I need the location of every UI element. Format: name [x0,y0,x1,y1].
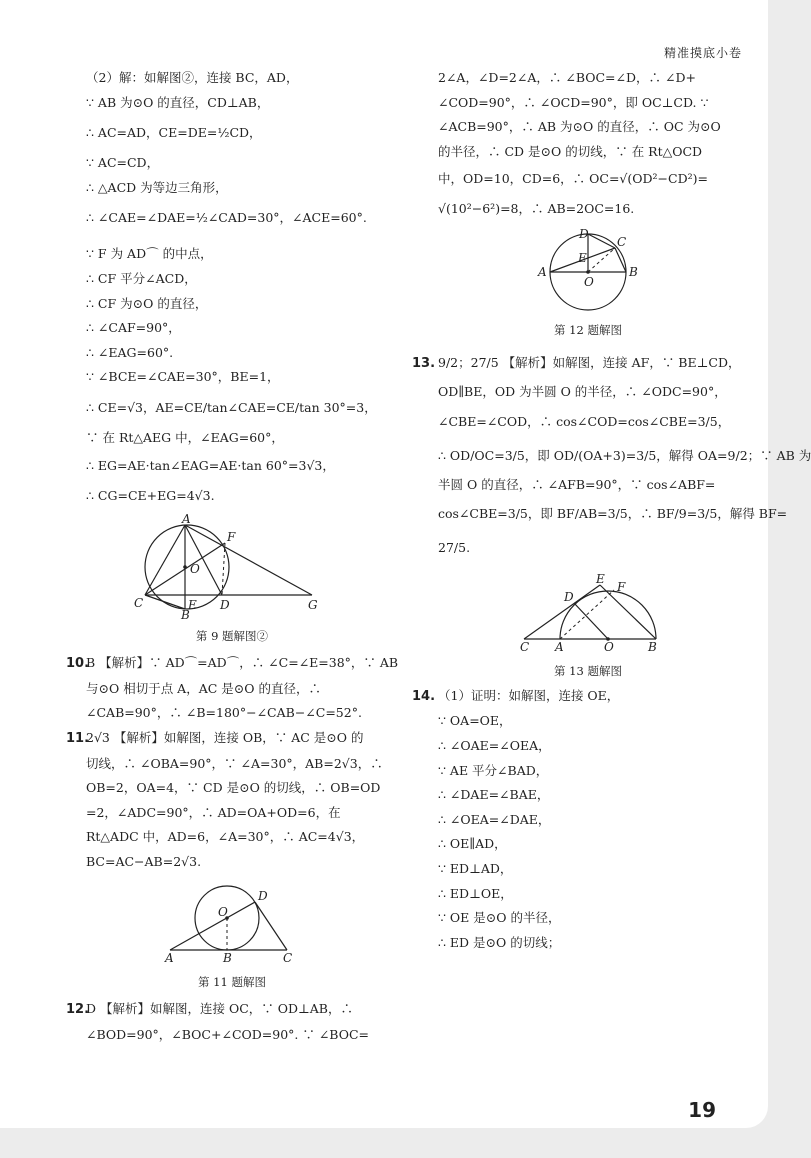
q12-continued [438,66,738,224]
figure-q11-diagram [162,882,302,964]
q9-solution [86,66,378,511]
text-line: （1）证明：如解图，连接 OE， [438,687,620,703]
text-line: D 【解析】如解图，连接 OC，∵ OD⊥AB，∴ [86,1001,353,1017]
q10-solution [66,651,399,726]
fig12-label: E [578,251,587,266]
text-line: 切线，∴ ∠OBA=90°，∵ ∠A=30°，AB=2√3，∴ [86,755,383,771]
text-line: 的半径，∴ CD 是⊙O 的切线，∵ 在 Rt△OCD [438,143,703,159]
right-column [412,66,811,955]
figure-q13 [438,572,738,680]
text-line: OB=2，OA=4，∵ CD 是⊙O 的切线，∴ OB=OD [86,780,381,796]
figure-caption: 第 11 题解图 [198,975,266,990]
text-line: ∴ OD/OC=3/5，即 OD/(OA+3)=3/5，解得 OA=9/2；∵ AB 为 [438,447,811,463]
text-line: ∵ OE 是⊙O 的半径， [438,910,561,926]
fig13-label: A [555,640,564,655]
q13-solution [412,347,811,565]
text-line: 半圆 O 的直径，∴ ∠AFB=90°，∵ cos∠ABF= [438,476,716,492]
q14-solution [412,684,738,956]
figure-q13-diagram [518,572,658,655]
figure-caption: 第 13 题解图 [554,663,622,678]
text-line: 27/5. [438,540,471,556]
text-line: ∵ ED⊥AD， [438,860,513,876]
fig9-label: F [227,529,236,544]
text-line: ∴ ED 是⊙O 的切线； [438,934,561,950]
text-line: ∴ △ACD 为等边三角形， [86,179,228,195]
figure-q9-diagram [132,511,332,622]
text-line: ∵ ∠BCE=∠CAE=30°，BE=1， [86,369,280,385]
fig12-label: D [579,227,589,242]
question-number: 10. [66,656,90,672]
text-line: ∴ ∠CAF=90°， [86,320,181,336]
text-line: ∴ CE=√3，AE=CE/tan∠CAE=CE/tan 30°=3， [86,399,377,415]
fig12-label: O [584,275,594,290]
figure-q9 [86,511,378,646]
figure-caption: 第 12 题解图 [554,322,622,337]
fig13-label: O [604,640,614,655]
text-line: 9/2；27/5 【解析】如解图，连接 AF，∵ BE⊥CD， [438,354,741,370]
text-line: ∵ AC=CD， [86,155,160,171]
text-line: ∵ AB 为⊙O 的直径，CD⊥AB， [86,94,270,110]
fig11-label: C [283,951,293,966]
fig9-label: B [181,607,190,622]
text-line: √(10²−6²)=8，∴ AB=2OC=16. [438,201,635,217]
fig9-label: A [182,511,191,526]
text-line: BC=AC−AB=2√3. [86,853,202,869]
fig9-label: C [134,595,144,610]
fig9-label: O [190,561,200,576]
fig11-label: A [165,951,174,966]
text-line: ∴ ED⊥OE， [438,885,513,901]
text-line: ∴ EG=AE·tan∠EAG=AE·tan 60°=3√3， [86,457,335,473]
fig12-label: B [629,265,638,280]
text-line: ∴ ∠CAE=∠DAE=½∠CAD=30°，∠ACE=60°. [86,210,367,226]
text-line: ∴ ∠EAG=60°. [86,344,174,360]
fig11-label: D [258,889,268,904]
text-line: ∵ AE 平分∠BAD， [438,762,549,778]
text-line: ∵ 在 Rt△AEG 中，∠EAG=60°， [86,429,284,445]
q11-solution [66,726,383,875]
fig11-label: O [218,905,228,920]
fig11-label: B [223,951,232,966]
text-line: ∴ CG=CE+EG=4√3. [86,487,215,503]
figure-caption: 第 9 题解图② [195,629,269,644]
text-line: B 【解析】∵ AD⌒=AD⌒，∴ ∠C=∠E=38°，∵ AB [86,655,399,671]
text-line: ∠BOD=90°，∠BOC+∠COD=90°. ∵ ∠BOC= [86,1026,370,1042]
text-line: cos∠CBE=3/5，即 BF/AB=3/5，∴ BF/9=3/5，解得 BF= [438,506,788,522]
fig12-label: A [538,265,547,280]
text-line: ∵ F 为 AD⌒ 的中点， [86,246,213,262]
text-line: ∴ ∠DAE=∠BAE， [438,787,550,803]
fig12-label: C [617,235,627,250]
page-number: 19 [688,1098,716,1122]
figure-q11 [86,882,378,991]
question-number: 11. [66,730,90,746]
fig13-label: D [564,590,574,605]
q12-solution [66,997,378,1047]
text-line: ∴ ∠OAE=∠OEA， [438,737,551,753]
fig13-label: F [617,580,626,595]
text-line: ∴ CF 为⊙O 的直径， [86,295,208,311]
fig13-label: E [596,572,605,587]
page-header: 精准摸底小卷 [663,46,742,60]
text-line: 2∠A，∠D=2∠A，∴ ∠BOC=∠D，∴ ∠D+ [438,70,696,85]
text-line: =2，∠ADC=90°，∴ AD=OA+OD=6，在 [86,804,341,820]
figure-q12 [438,227,738,339]
text-line: ∴ AC=AD，CE=DE=½CD， [86,125,262,141]
text-line: （2）解：如解图②，连接 BC，AD， [86,70,299,85]
left-column [66,66,399,1047]
question-number: 14. [412,688,436,704]
fig13-label: B [648,640,657,655]
text-line: ∠CAB=90°，∴ ∠B=180°−∠CAB−∠C=52°. [86,705,362,721]
text-line: ∠ACB=90°，∴ AB 为⊙O 的直径，∴ OC 为⊙O [438,119,721,135]
fig9-label: D [220,597,230,612]
figure-q12-diagram [528,227,648,312]
fig9-label: G [308,597,318,612]
fig9-label: E [188,597,197,612]
text-line: 与⊙O 相切于点 A，AC 是⊙O 的直径，∴ [86,680,321,696]
text-line: ∴ ∠OEA=∠DAE， [438,811,551,827]
text-line: ∵ OA=OE， [438,713,512,729]
text-line: 中，OD=10，CD=6，∴ OC=√(OD²−CD²)= [438,171,708,187]
question-number: 12. [66,1002,90,1018]
text-line: ∠CBE=∠COD，∴ cos∠COD=cos∠CBE=3/5， [438,413,731,429]
fig13-label: C [520,640,530,655]
text-line: ∴ CF 平分∠ACD， [86,270,197,286]
text-line: OD∥BE，OD 为半圆 O 的半径，∴ ∠ODC=90°， [438,383,727,399]
text-line: ∴ OE∥AD， [438,836,507,852]
text-line: Rt△ADC 中，AD=6，∠A=30°，∴ AC=4√3， [86,829,365,845]
question-number: 13. [412,355,436,371]
text-line: 2√3 【解析】如解图，连接 OB，∵ AC 是⊙O 的 [86,729,364,745]
text-line: ∠COD=90°，∴ ∠OCD=90°，即 OC⊥CD. ∵ [438,94,709,110]
